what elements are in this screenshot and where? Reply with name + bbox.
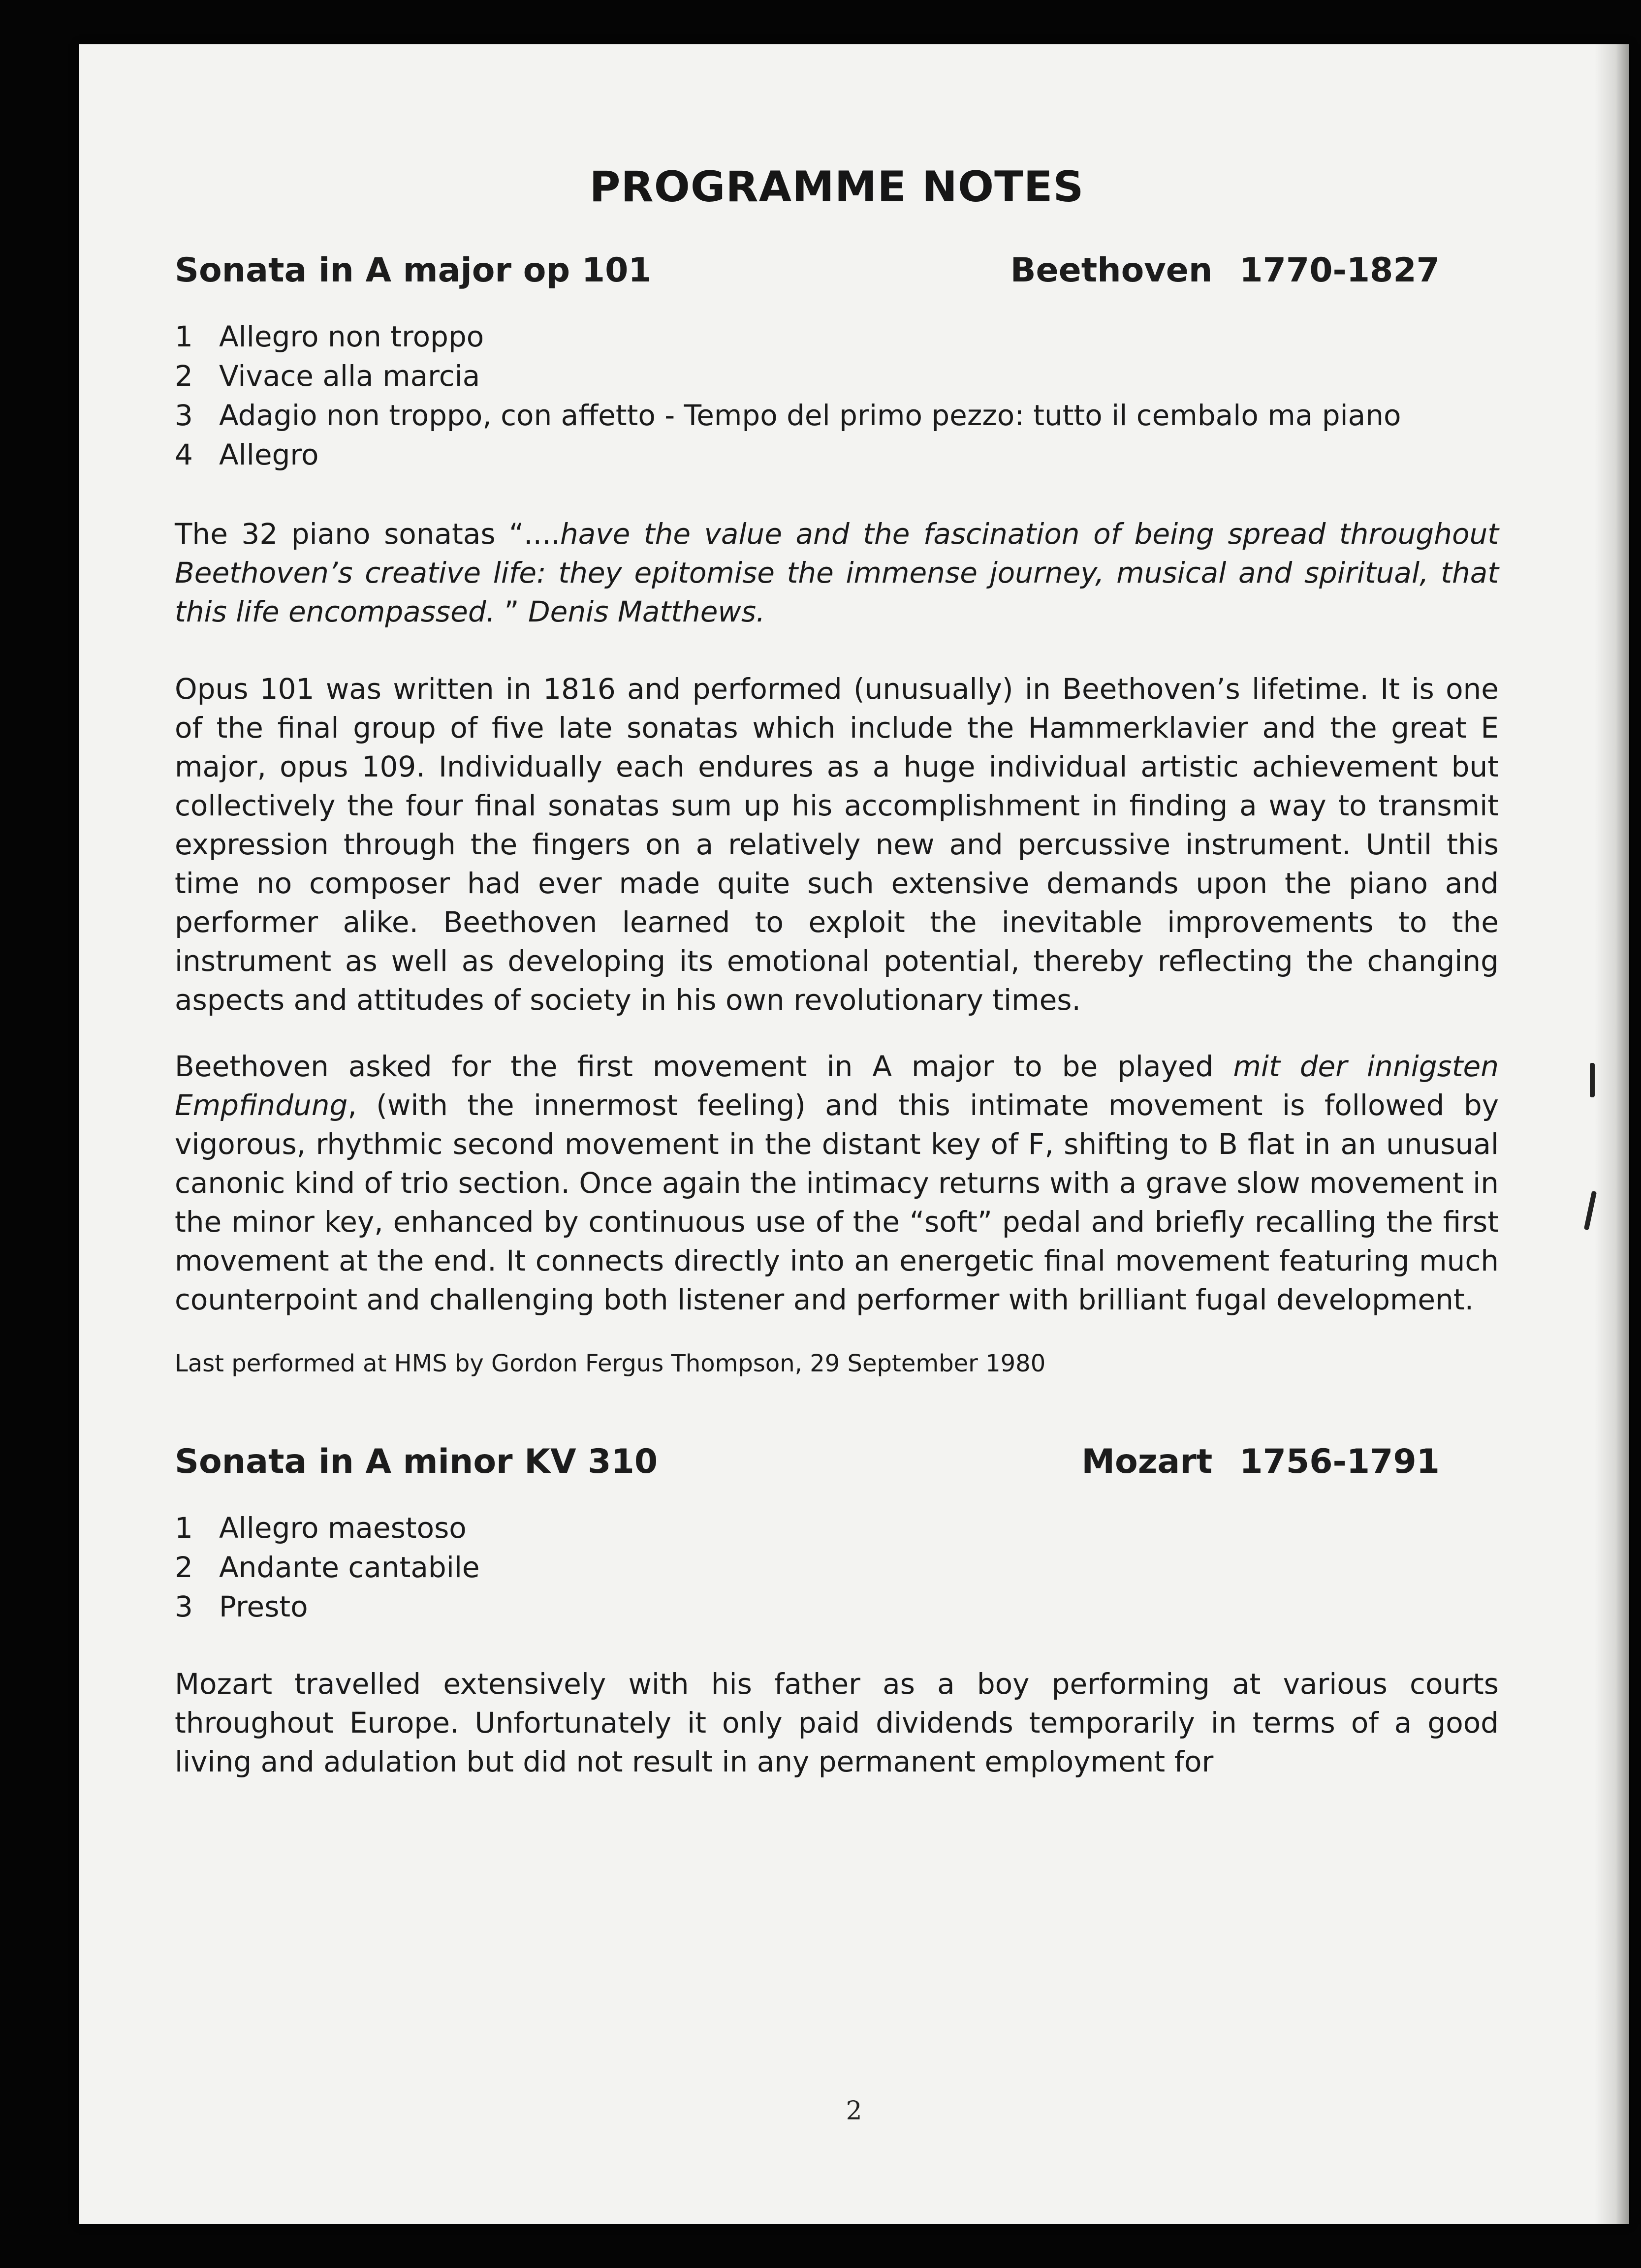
movement-item [175, 1548, 1499, 1587]
page-number: 2 [846, 2096, 862, 2126]
composer-dates: 1756-1791 [1239, 1442, 1440, 1481]
movement-number: 2 [175, 359, 193, 393]
quote-lead: The 32 piano sonatas “.... [175, 517, 560, 551]
movement-item [175, 356, 1499, 396]
movement-title: Andante cantabile [219, 1551, 480, 1584]
piece-mozart [175, 1442, 1499, 1781]
piece-heading [175, 251, 1499, 290]
quote-paragraph [175, 515, 1499, 631]
movement-item [175, 1587, 1499, 1626]
movement-title: Adagio non troppo, con affetto - Tempo del primo pezzo: tutto il cembalo ma piano [219, 399, 1401, 432]
movement-title: Vivace alla marcia [219, 359, 480, 393]
quote-text: have the value and the fascination of being spread throughout Beethoven’s creative life: they epitomise the immense journey, musical and spiritual, that this life encompassed. [175, 517, 1499, 628]
movement-item [175, 317, 1499, 356]
movement-title: Allegro maestoso [219, 1511, 467, 1545]
movement-item [175, 1508, 1499, 1548]
movement-number: 4 [175, 438, 193, 471]
composer-name: Mozart [1081, 1442, 1213, 1481]
page-edge-shadow [1595, 44, 1629, 2224]
piece-heading [175, 1442, 1499, 1481]
paragraph-text: , (with the innermost feeling) and this intimate movement is followed by vigorous, rhythmic second movement in the distant key of F, shifting to B flat in an unusual canonic kind of trio section. Once again the intimacy returns with a grave slow movement in the minor key, enhanced by continuous use of the “soft” pedal and briefly recalling the first movement at the end. It connects directly into an energetic final movement featuring much counterpoint and challenging both listener and performer with brilliant fugal development. [175, 1088, 1499, 1316]
quote-close: ” [495, 595, 529, 628]
movement-item [175, 396, 1499, 435]
last-performed-note: Last performed at HMS by Gordon Fergus Thompson, 29 September 1980 [175, 1350, 1046, 1377]
paragraph-text: Beethoven asked for the first movement in A major to be played [175, 1050, 1233, 1083]
piece-name: Sonata in A major op 101 [175, 251, 652, 290]
movement-number: 3 [175, 399, 193, 432]
composer-info [1010, 251, 1499, 290]
piece-name: Sonata in A minor KV 310 [175, 1442, 658, 1481]
movement-list [175, 1508, 1499, 1626]
body-paragraph [175, 1047, 1499, 1319]
movement-title: Allegro non troppo [219, 320, 484, 353]
italic-phrase: mit der innigsten Empfindung [175, 1050, 1499, 1122]
movement-item [175, 435, 1499, 474]
body-paragraph: Mozart travelled extensively with his father as a boy performing at various courts throughout Europe. Unfortunately it only paid dividends temporarily in terms of a good living and adulation but did not result in any permanent employment for [175, 1667, 1499, 1778]
movement-number: 1 [175, 320, 193, 353]
movement-list [175, 317, 1499, 474]
movement-number: 3 [175, 1590, 193, 1623]
page-title: PROGRAMME NOTES [589, 162, 1084, 212]
body-paragraph: Opus 101 was written in 1816 and performed (unusually) in Beethoven’s lifetime. It is one of the final group of five late sonatas which include the Hammerklavier and the great E major, opus 109. Individually each endures as a huge individual artistic achievement but collectively the four final sonatas sum up his accomplishment in finding a way to transmit expression through the fingers on a relatively new and percussive instrument. Until this time no composer had ever made quite such extensive demands upon the piano and performer alike. Beethoven learned to exploit the inevitable improvements to the instrument as well as developing its emotional potential, thereby reflecting the changing aspects and attitudes of society in his own revolutionary times. [175, 672, 1499, 1017]
composer-info [1081, 1442, 1499, 1481]
movement-number: 1 [175, 1511, 193, 1545]
document-page [79, 44, 1629, 2224]
composer-dates: 1770-1827 [1239, 251, 1440, 290]
quote-author: Denis Matthews. [528, 595, 765, 628]
piece-beethoven [175, 251, 1499, 1381]
movement-number: 2 [175, 1551, 193, 1584]
page-content [175, 162, 1499, 1781]
binding-mark [1590, 1063, 1595, 1097]
composer-name: Beethoven [1010, 251, 1213, 290]
movement-title: Allegro [219, 438, 319, 471]
movement-title: Presto [219, 1590, 308, 1623]
